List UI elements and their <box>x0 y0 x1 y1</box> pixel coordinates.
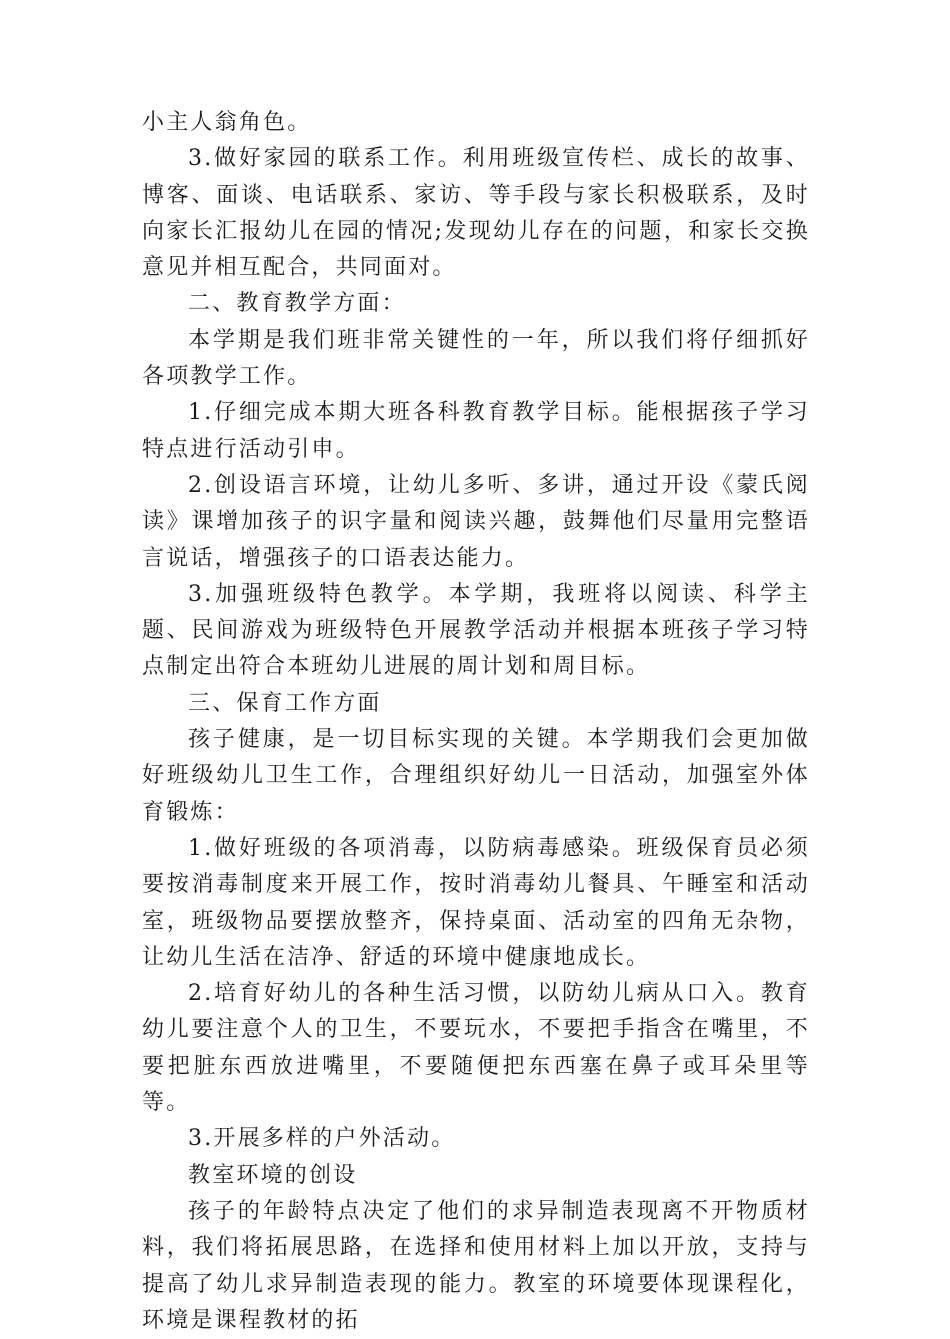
paragraph-child-health: 孩子健康，是一切目标实现的关键。本学期我们会更加做好班级幼儿卫生工作，合理组织好幼儿一日活动，加强室外体育锻炼： <box>142 727 810 825</box>
paragraph-language-environment: 2.创设语言环境，让幼儿多听、多讲，通过开设《蒙氏阅读》课增加孩子的识字量和阅读兴趣，鼓舞他们尽量用完整语言说话，增强孩子的口语表达能力。 <box>142 472 810 571</box>
paragraph-class-feature-teaching: 3.加强班级特色教学。本学期，我班将以阅读、科学主题、民间游戏为班级特色开展教学活动并根据本班孩子学习特点制定出符合本班幼儿进展的周计划和周目标。 <box>142 581 810 680</box>
paragraph-teaching-goals: 1.仔细完成本期大班各科教育教学目标。能根据孩子学习特点进行活动引申。 <box>142 400 810 462</box>
paragraph-living-habits: 2.培育好幼儿的各种生活习惯，以防幼儿病从口入。教育幼儿要注意个人的卫生，不要玩水，不要把手指含在嘴里，不要把脏东西放进嘴里，不要随便把东西塞在鼻子或耳朵里等等。 <box>142 981 810 1116</box>
paragraph-home-school-contact: 3.做好家园的联系工作。利用班级宣传栏、成长的故事、博客、面谈、电话联系、家访、等手段与家长积极联系，及时向家长汇报幼儿在园的情况;发现幼儿存在的问题，和家长交换意见并相互配合，共同面对。 <box>142 146 810 281</box>
paragraph-outdoor-activities: 3.开展多样的户外活动。 <box>188 1126 456 1152</box>
paragraph-continuation: 小主人翁角色。 <box>142 110 312 135</box>
section-heading-classroom-environment: 教室环境的创设 <box>188 1162 358 1188</box>
paragraph-classroom-materials: 孩子的年龄特点决定了他们的求异制造表现离不开物质材料，我们将拓展思路，在选择和使用材料上加以开放，支持与提高了幼儿求异制造表现的能力。教室的环境要体现课程化，环境是课程教材的拓 <box>142 1198 810 1333</box>
section-heading-education-teaching: 二、教育教学方面： <box>188 291 406 317</box>
document-body <box>142 105 810 1339</box>
paragraph-semester-intro: 本学期是我们班非常关键性的一年，所以我们将仔细抓好各项教学工作。 <box>142 327 810 390</box>
paragraph-disinfection: 1.做好班级的各项消毒，以防病毒感染。班级保育员必须要按消毒制度来开展工作，按时消毒幼儿餐具、午睡室和活动室，班级物品要摆放整齐，保持桌面、活动室的四角无杂物，让幼儿生活在洁净、舒适的环境中健康地成长。 <box>142 835 810 970</box>
section-heading-childcare: 三、保育工作方面 <box>188 690 382 716</box>
